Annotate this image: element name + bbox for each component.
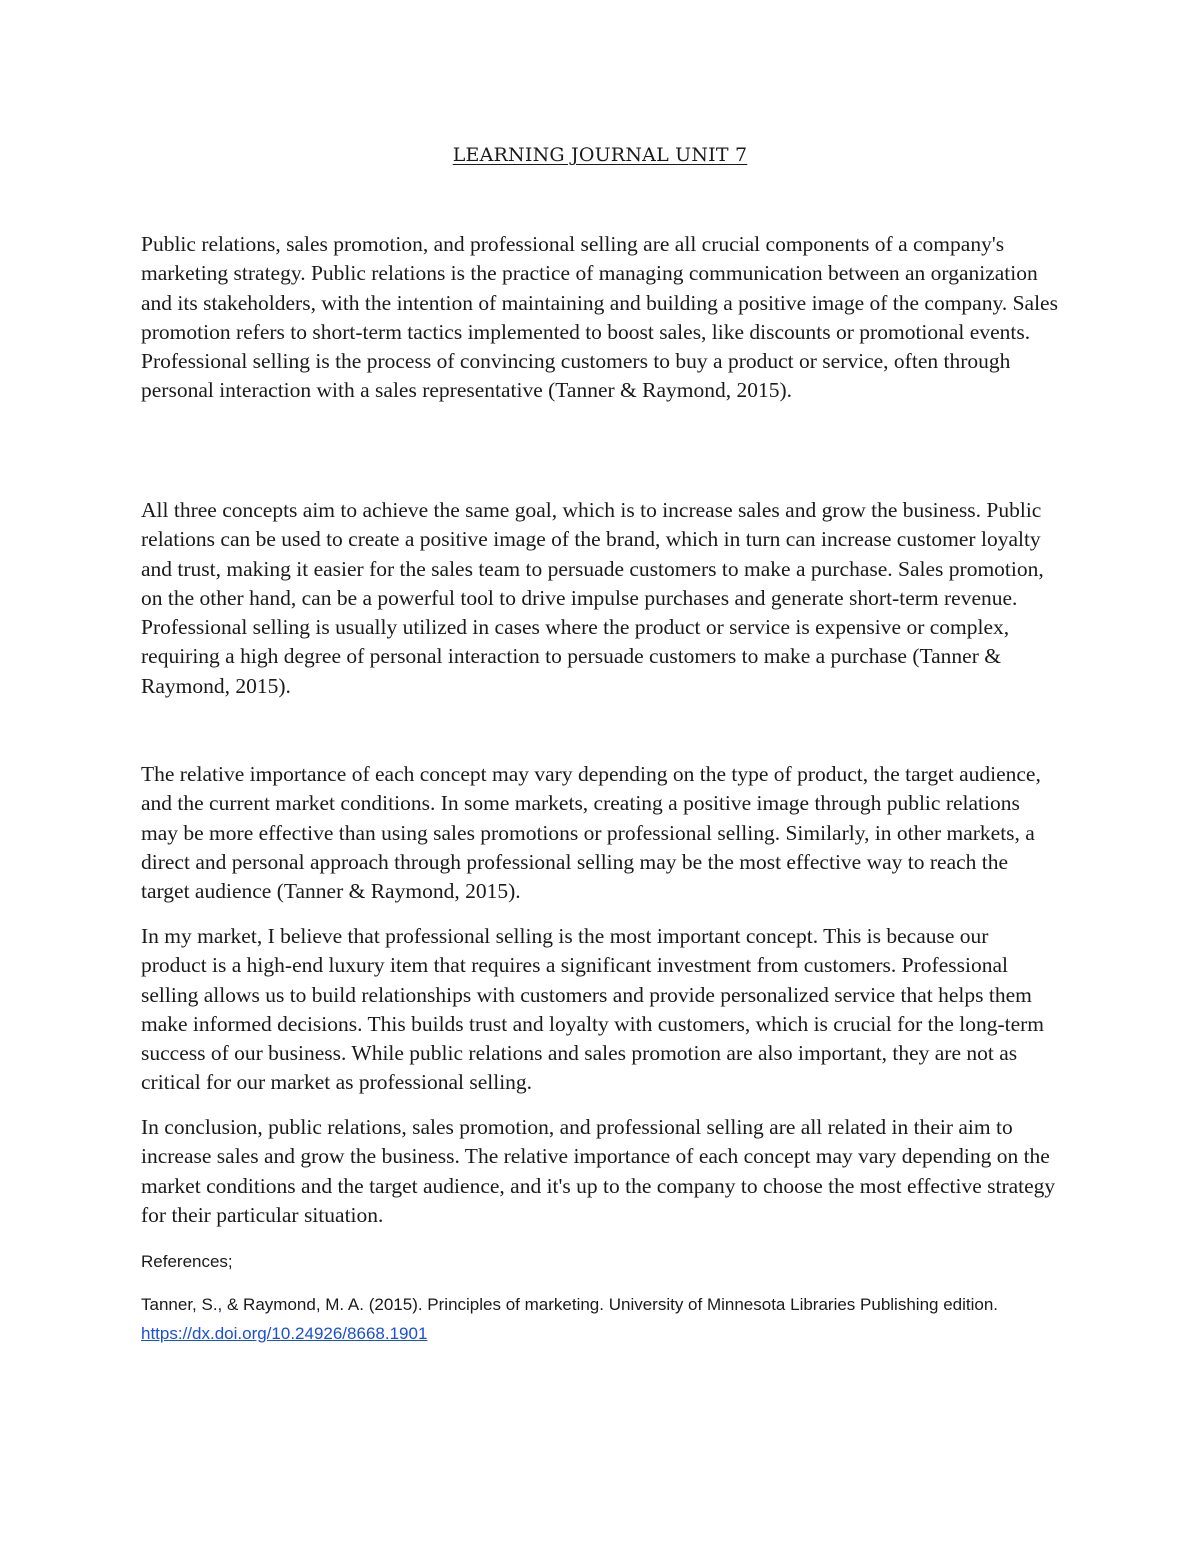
- reference-entry: [141, 1290, 1059, 1348]
- reference-doi-link[interactable]: https://dx.doi.org/10.24926/8668.1901: [141, 1324, 428, 1343]
- paragraph-4: In my market, I believe that professional selling is the most important concept. This is because our product is a high-end luxury item that requires a significant investment from customers. Professional selling allows us to build relationships with customers and provide personalized service that helps them make informed decisions. This builds trust and loyalty with customers, which is crucial for the long-term success of our business. While public relations and sales promotion are also important, they are not as critical for our market as professional selling.: [141, 924, 1045, 1095]
- document-title: LEARNING JOURNAL UNIT 7: [452, 144, 748, 166]
- paragraph-3: The relative importance of each concept may vary depending on the type of product, the target audience, and the current market conditions. In some markets, creating a positive image through public relations may be more effective than using sales promotions or professional selling. Similarly, in other markets, a direct and personal approach through professional selling may be the most effective way to reach the target audience (Tanner & Raymond, 2015).: [141, 762, 1041, 904]
- paragraph-5: In conclusion, public relations, sales promotion, and professional selling are all related in their aim to increase sales and grow the business. The relative importance of each concept may vary depending on the market conditions and the target audience, and it's up to the company to choose the most effective strategy for their particular situation.: [141, 1115, 1056, 1227]
- references-heading: References;: [141, 1252, 233, 1271]
- reference-text: Tanner, S., & Raymond, M. A. (2015). Principles of marketing. University of Minnesota Libraries Publishing edition.: [141, 1295, 999, 1314]
- paragraph-1: Public relations, sales promotion, and professional selling are all crucial components of a company's marketing strategy. Public relations is the practice of managing communication between an organization and its stakeholders, with the intention of maintaining and building a positive image of the company. Sales promotion refers to short-term tactics implemented to boost sales, like discounts or promotional events. Professional selling is the process of convincing customers to buy a product or service, often through personal interaction with a sales representative (Tanner & Raymond, 2015).: [141, 232, 1058, 403]
- paragraph-2: All three concepts aim to achieve the same goal, which is to increase sales and grow the business. Public relations can be used to create a positive image of the brand, which in turn can increase customer loyalty and trust, making it easier for the sales team to persuade customers to make a purchase. Sales promotion, on the other hand, can be a powerful tool to drive impulse purchases and generate short-term revenue. Professional selling is usually utilized in cases where the product or service is expensive or complex, requiring a high degree of personal interaction to persuade customers to make a purchase (Tanner & Raymond, 2015).: [141, 498, 1044, 698]
